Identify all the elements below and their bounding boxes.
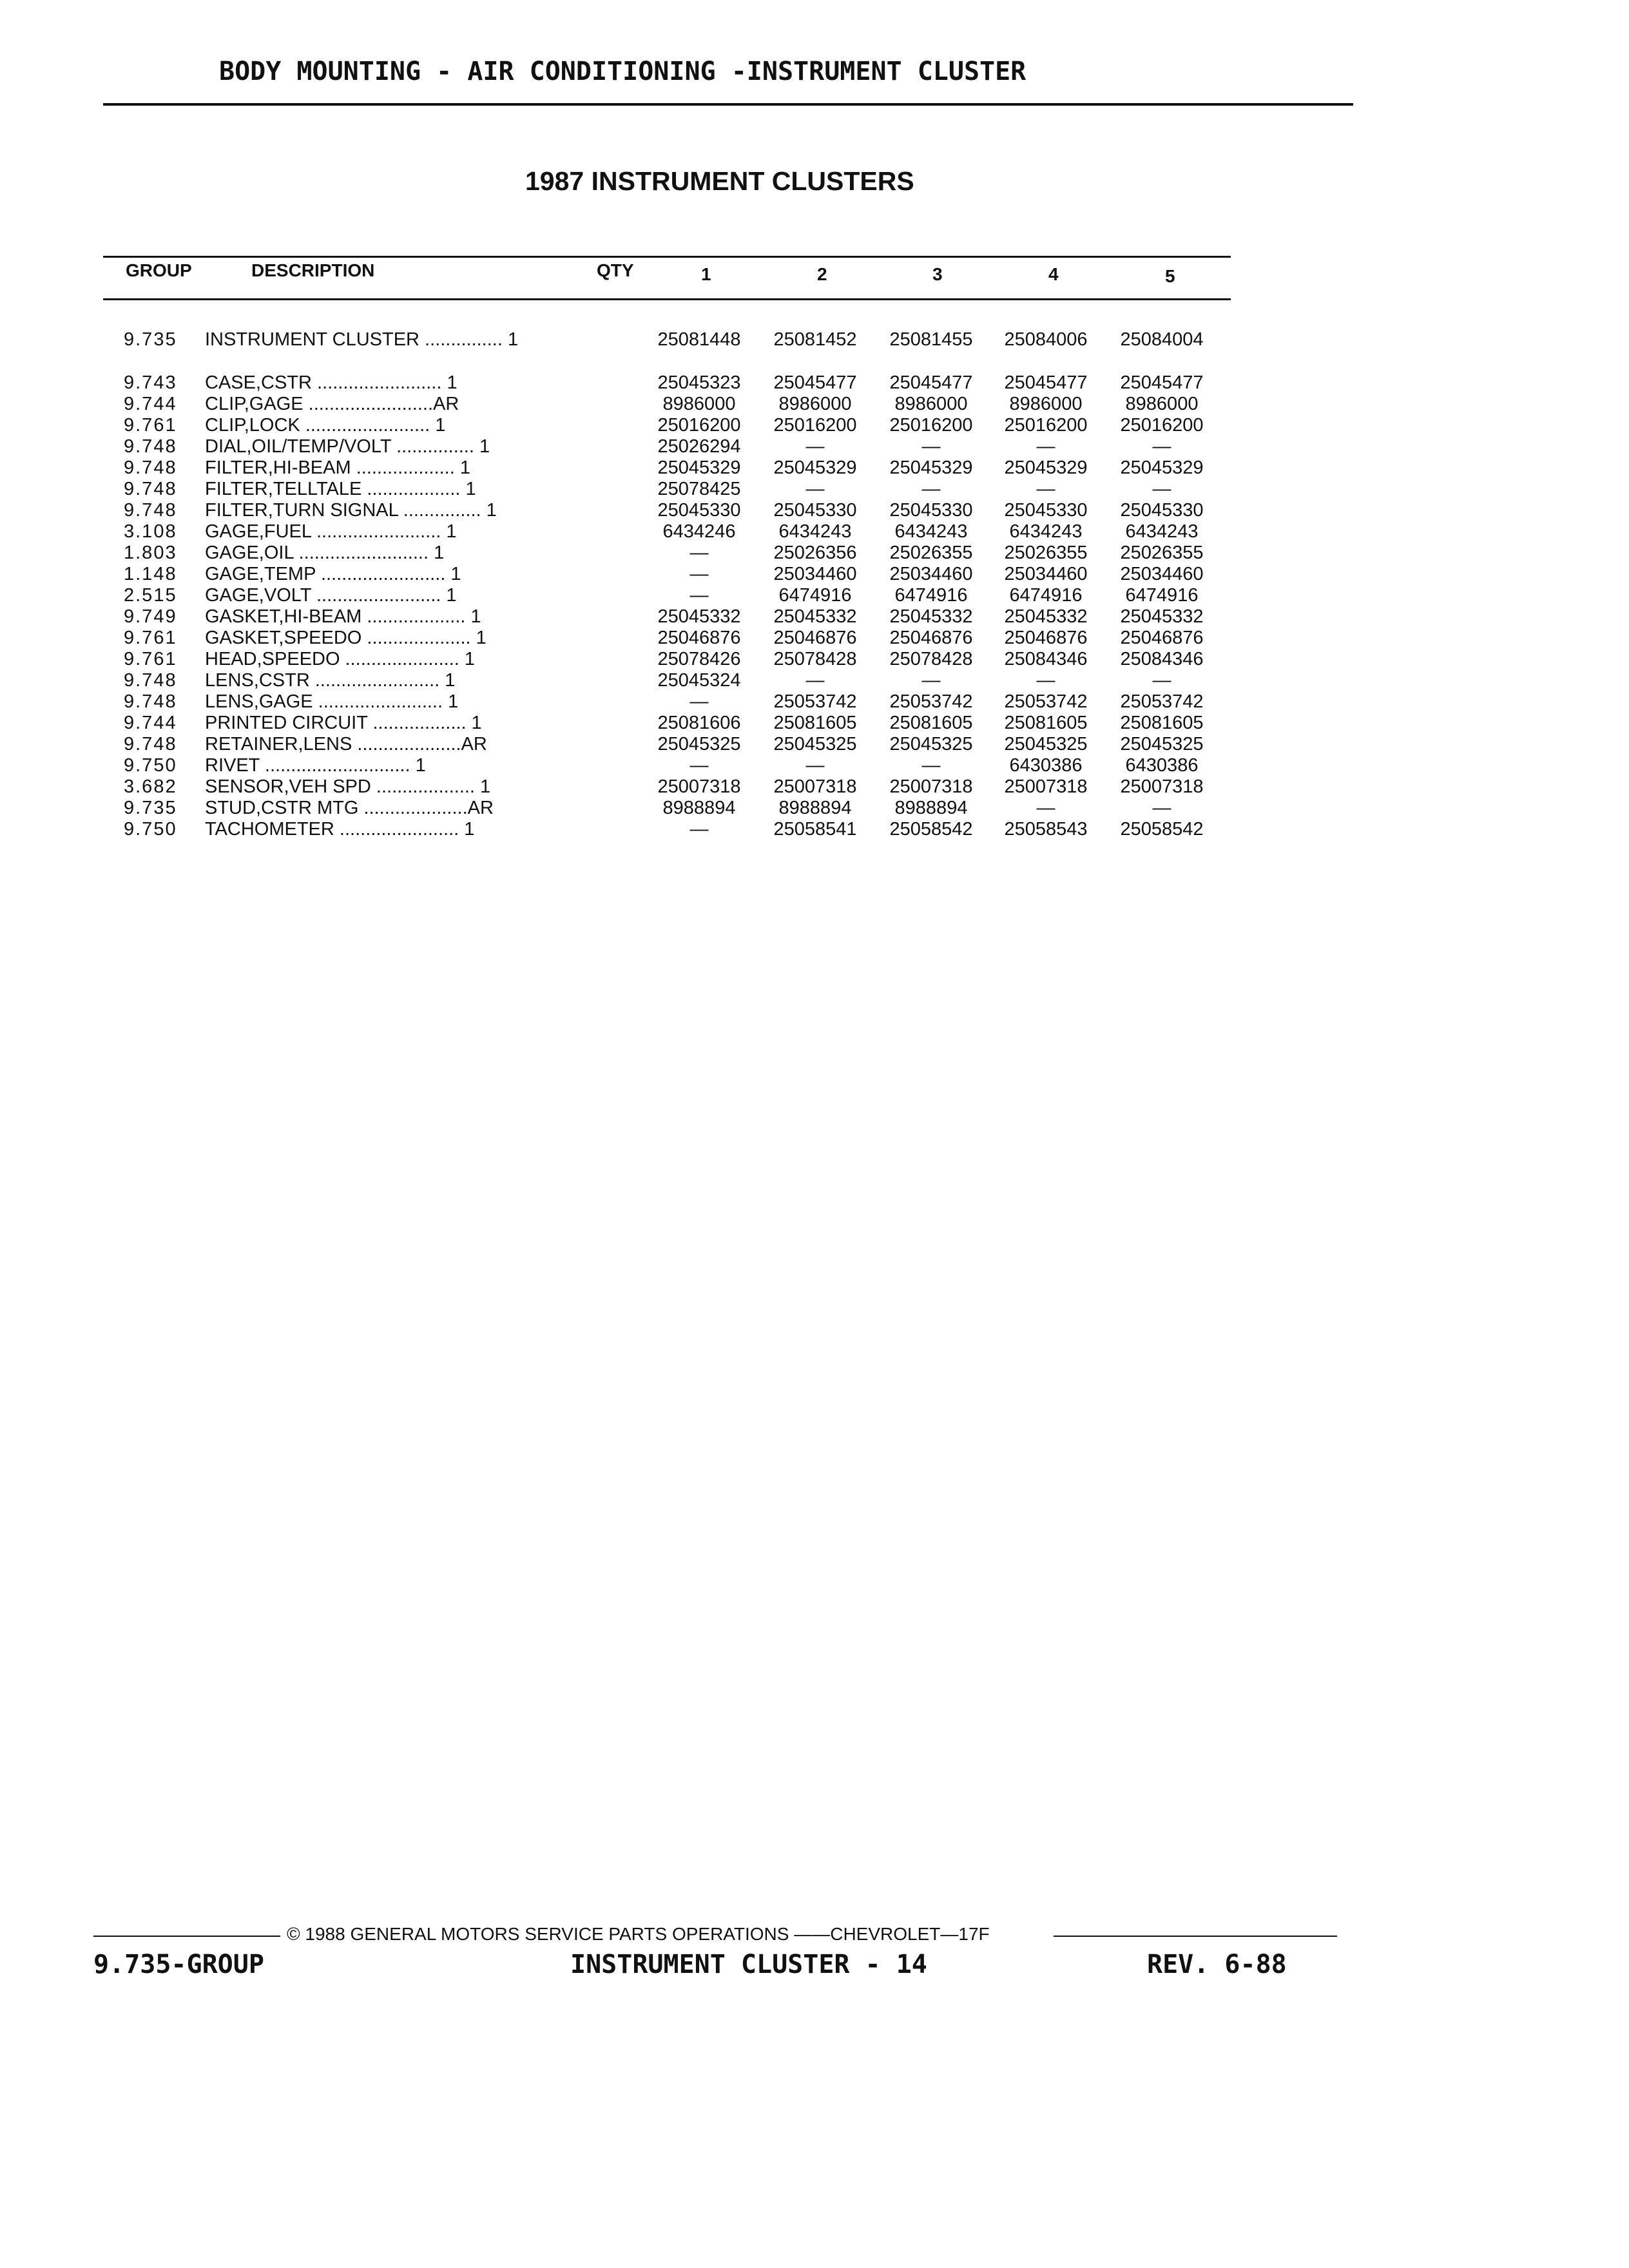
group-cell: 3.108 bbox=[124, 521, 177, 542]
part-number-col-1: — bbox=[689, 819, 709, 840]
part-number-col-5: — bbox=[1152, 436, 1171, 457]
description-cell: GAGE,OIL ......................... 1 bbox=[205, 543, 445, 563]
part-number-col-2: — bbox=[805, 755, 825, 776]
column-header-group: GROUP bbox=[126, 260, 192, 280]
part-number-col-3: 8988894 bbox=[894, 798, 968, 818]
description-cell: CASE,CSTR ........................ 1 bbox=[205, 372, 458, 393]
group-cell: 9.735 bbox=[124, 329, 177, 350]
part-number-col-5: 25026355 bbox=[1120, 543, 1204, 563]
table-row bbox=[0, 457, 1629, 479]
part-number-col-3: — bbox=[921, 755, 941, 776]
part-number-col-5: 25084346 bbox=[1120, 649, 1204, 669]
description-cell: GAGE,VOLT ........................ 1 bbox=[205, 585, 457, 606]
description-cell: GAGE,FUEL ........................ 1 bbox=[205, 521, 457, 542]
part-number-col-3: 8986000 bbox=[894, 394, 968, 414]
part-number-col-1: 25045332 bbox=[657, 606, 741, 627]
part-number-col-4: 6434243 bbox=[1009, 521, 1083, 542]
table-row bbox=[0, 606, 1629, 628]
part-number-col-5: 25045477 bbox=[1120, 372, 1204, 393]
group-cell: 9.744 bbox=[124, 394, 177, 414]
description-cell: TACHOMETER ....................... 1 bbox=[205, 819, 475, 840]
group-cell: 9.735 bbox=[124, 798, 177, 818]
table-row bbox=[0, 648, 1629, 670]
part-number-col-4: 6474916 bbox=[1009, 585, 1083, 606]
table-top-rule bbox=[103, 256, 1231, 258]
part-number-col-4: 25046876 bbox=[1004, 628, 1088, 648]
part-number-col-2: 25046876 bbox=[773, 628, 857, 648]
table-row bbox=[0, 627, 1629, 649]
part-number-col-4: 25045477 bbox=[1004, 372, 1088, 393]
description-cell: LENS,GAGE ........................ 1 bbox=[205, 691, 459, 712]
part-number-col-3: 6474916 bbox=[894, 585, 968, 606]
column-header-2: 2 bbox=[817, 264, 827, 284]
group-cell: 9.748 bbox=[124, 457, 177, 478]
footer-group-label: 9.735-GROUP bbox=[93, 1950, 264, 1979]
part-number-col-3: — bbox=[921, 670, 941, 691]
part-number-col-5: 8986000 bbox=[1125, 394, 1199, 414]
part-number-col-4: 25045329 bbox=[1004, 457, 1088, 478]
part-number-col-1: 25081606 bbox=[657, 713, 741, 733]
table-row bbox=[0, 521, 1629, 543]
group-cell: 9.748 bbox=[124, 479, 177, 499]
part-number-col-4: 25007318 bbox=[1004, 776, 1088, 797]
column-header-5: 5 bbox=[1165, 266, 1175, 286]
part-number-col-2: — bbox=[805, 436, 825, 457]
part-number-col-4: 25034460 bbox=[1004, 564, 1088, 584]
part-number-col-3: — bbox=[921, 479, 941, 499]
part-number-col-2: 25026356 bbox=[773, 543, 857, 563]
part-number-col-4: — bbox=[1036, 798, 1055, 818]
part-number-col-2: 25058541 bbox=[773, 819, 857, 840]
part-number-col-4: — bbox=[1036, 436, 1055, 457]
part-number-col-3: 25045332 bbox=[889, 606, 973, 627]
part-number-col-3: 25045329 bbox=[889, 457, 973, 478]
part-number-col-2: — bbox=[805, 479, 825, 499]
description-cell: FILTER,TURN SIGNAL ............... 1 bbox=[205, 500, 497, 521]
footer-copyright-line: © 1988 GENERAL MOTORS SERVICE PARTS OPERATIONS ——CHEVROLET—17F bbox=[287, 1924, 990, 1944]
part-number-col-3: 25053742 bbox=[889, 691, 973, 712]
part-number-col-5: 25058542 bbox=[1120, 819, 1204, 840]
part-number-col-3: 25016200 bbox=[889, 415, 973, 436]
part-number-col-2: 25045332 bbox=[773, 606, 857, 627]
table-row bbox=[0, 669, 1629, 691]
part-number-col-4: 25045330 bbox=[1004, 500, 1088, 521]
part-number-col-1: 25078426 bbox=[657, 649, 741, 669]
description-cell: HEAD,SPEEDO ...................... 1 bbox=[205, 649, 475, 669]
group-cell: 9.748 bbox=[124, 436, 177, 457]
part-number-col-3: 25026355 bbox=[889, 543, 973, 563]
table-row bbox=[0, 372, 1629, 394]
table-row bbox=[0, 499, 1629, 521]
part-number-col-4: 8986000 bbox=[1009, 394, 1083, 414]
part-number-col-1: 25045325 bbox=[657, 734, 741, 754]
group-cell: 2.515 bbox=[124, 585, 177, 606]
part-number-col-1: 25045329 bbox=[657, 457, 741, 478]
table-row bbox=[0, 754, 1629, 776]
group-cell: 9.749 bbox=[124, 606, 177, 627]
part-number-col-3: 6434243 bbox=[894, 521, 968, 542]
column-header-description: DESCRIPTION bbox=[251, 260, 375, 280]
part-number-col-2: 8986000 bbox=[778, 394, 852, 414]
group-cell: 9.748 bbox=[124, 691, 177, 712]
part-number-col-2: 25053742 bbox=[773, 691, 857, 712]
part-number-col-4: 6430386 bbox=[1009, 755, 1083, 776]
description-cell: GASKET,HI-BEAM ................... 1 bbox=[205, 606, 481, 627]
group-cell: 3.682 bbox=[124, 776, 177, 797]
description-cell: CLIP,LOCK ........................ 1 bbox=[205, 415, 446, 436]
description-cell: SENSOR,VEH SPD ................... 1 bbox=[205, 776, 491, 797]
page-header-title: BODY MOUNTING - AIR CONDITIONING -INSTRUMENT CLUSTER bbox=[219, 57, 1027, 86]
footer-page-title: INSTRUMENT CLUSTER - 14 bbox=[570, 1950, 927, 1979]
part-number-col-2: 6434243 bbox=[778, 521, 852, 542]
description-cell: PRINTED CIRCUIT .................. 1 bbox=[205, 713, 482, 733]
part-number-col-4: 25026355 bbox=[1004, 543, 1088, 563]
part-number-col-5: 25045325 bbox=[1120, 734, 1204, 754]
part-number-col-1: 25045323 bbox=[657, 372, 741, 393]
table-row bbox=[0, 584, 1629, 606]
part-number-col-3: 25034460 bbox=[889, 564, 973, 584]
part-number-col-3: 25078428 bbox=[889, 649, 973, 669]
part-number-col-5: 6430386 bbox=[1125, 755, 1199, 776]
part-number-col-5: 25084004 bbox=[1120, 329, 1204, 350]
description-cell: FILTER,HI-BEAM ................... 1 bbox=[205, 457, 470, 478]
part-number-col-2: 25045330 bbox=[773, 500, 857, 521]
part-number-col-5: 6434243 bbox=[1125, 521, 1199, 542]
table-row bbox=[0, 563, 1629, 585]
group-cell: 9.748 bbox=[124, 670, 177, 691]
table-row bbox=[0, 691, 1629, 713]
part-number-col-5: 25081605 bbox=[1120, 713, 1204, 733]
group-cell: 9.750 bbox=[124, 819, 177, 840]
part-number-col-2: — bbox=[805, 670, 825, 691]
description-cell: LENS,CSTR ........................ 1 bbox=[205, 670, 456, 691]
part-number-col-4: 25045332 bbox=[1004, 606, 1088, 627]
section-title: 1987 INSTRUMENT CLUSTERS bbox=[525, 166, 914, 196]
part-number-col-2: 8988894 bbox=[778, 798, 852, 818]
part-number-col-1: 25007318 bbox=[657, 776, 741, 797]
description-cell: STUD,CSTR MTG ....................AR bbox=[205, 798, 494, 818]
description-cell: INSTRUMENT CLUSTER ............... 1 bbox=[205, 329, 519, 350]
part-number-col-3: 25046876 bbox=[889, 628, 973, 648]
part-number-col-2: 25045477 bbox=[773, 372, 857, 393]
table-row bbox=[0, 818, 1629, 840]
part-number-col-2: 25045329 bbox=[773, 457, 857, 478]
part-number-col-1: — bbox=[689, 564, 709, 584]
part-number-col-3: 25007318 bbox=[889, 776, 973, 797]
table-row bbox=[0, 712, 1629, 734]
part-number-col-2: 25081452 bbox=[773, 329, 857, 350]
part-number-col-4: 25084006 bbox=[1004, 329, 1088, 350]
table-row bbox=[0, 414, 1629, 436]
description-cell: GASKET,SPEEDO .................... 1 bbox=[205, 628, 487, 648]
table-header-bottom-rule bbox=[103, 298, 1231, 300]
table-row bbox=[0, 776, 1629, 798]
part-number-col-3: 25081455 bbox=[889, 329, 973, 350]
part-number-col-5: 25046876 bbox=[1120, 628, 1204, 648]
part-number-col-1: 8988894 bbox=[662, 798, 736, 818]
part-number-col-4: — bbox=[1036, 479, 1055, 499]
description-cell: CLIP,GAGE ........................AR bbox=[205, 394, 459, 414]
part-number-col-2: 25016200 bbox=[773, 415, 857, 436]
group-cell: 9.761 bbox=[124, 649, 177, 669]
part-number-col-4: 25045325 bbox=[1004, 734, 1088, 754]
part-number-col-1: 8986000 bbox=[662, 394, 736, 414]
table-row bbox=[0, 393, 1629, 415]
part-number-col-1: 25026294 bbox=[657, 436, 741, 457]
part-number-col-5: 25007318 bbox=[1120, 776, 1204, 797]
part-number-col-1: 25046876 bbox=[657, 628, 741, 648]
description-cell: RIVET ............................ 1 bbox=[205, 755, 426, 776]
part-number-col-5: 25045329 bbox=[1120, 457, 1204, 478]
table-row bbox=[0, 733, 1629, 755]
part-number-col-1: — bbox=[689, 755, 709, 776]
part-number-col-2: 25034460 bbox=[773, 564, 857, 584]
part-number-col-1: — bbox=[689, 691, 709, 712]
part-number-col-3: 25045330 bbox=[889, 500, 973, 521]
part-number-col-4: 25058543 bbox=[1004, 819, 1088, 840]
part-number-col-1: 25016200 bbox=[657, 415, 741, 436]
part-number-col-1: — bbox=[689, 543, 709, 563]
part-number-col-5: 25045330 bbox=[1120, 500, 1204, 521]
group-cell: 9.761 bbox=[124, 415, 177, 436]
footer-revision: REV. 6-88 bbox=[1147, 1950, 1287, 1979]
part-number-col-1: 25078425 bbox=[657, 479, 741, 499]
description-cell: FILTER,TELLTALE .................. 1 bbox=[205, 479, 476, 499]
part-number-col-1: 6434246 bbox=[662, 521, 736, 542]
part-number-col-4: 25084346 bbox=[1004, 649, 1088, 669]
group-cell: 9.750 bbox=[124, 755, 177, 776]
part-number-col-5: — bbox=[1152, 479, 1171, 499]
part-number-col-3: 25058542 bbox=[889, 819, 973, 840]
table-row bbox=[0, 329, 1629, 351]
description-cell: DIAL,OIL/TEMP/VOLT ............... 1 bbox=[205, 436, 490, 457]
group-cell: 1.148 bbox=[124, 564, 177, 584]
part-number-col-5: — bbox=[1152, 670, 1171, 691]
part-number-col-2: 25007318 bbox=[773, 776, 857, 797]
column-header-3: 3 bbox=[932, 264, 943, 284]
part-number-col-3: 25045477 bbox=[889, 372, 973, 393]
part-number-col-3: 25045325 bbox=[889, 734, 973, 754]
column-header-4: 4 bbox=[1048, 264, 1059, 284]
column-header-qty: QTY bbox=[597, 260, 634, 280]
part-number-col-1: 25045324 bbox=[657, 670, 741, 691]
group-cell: 9.743 bbox=[124, 372, 177, 393]
footer-rule-right bbox=[1054, 1936, 1337, 1937]
footer-rule-left bbox=[93, 1936, 280, 1937]
header-rule bbox=[103, 103, 1353, 106]
part-number-col-5: 25053742 bbox=[1120, 691, 1204, 712]
part-number-col-5: — bbox=[1152, 798, 1171, 818]
part-number-col-2: 25078428 bbox=[773, 649, 857, 669]
part-number-col-1: 25045330 bbox=[657, 500, 741, 521]
part-number-col-5: 25045332 bbox=[1120, 606, 1204, 627]
part-number-col-1: 25081448 bbox=[657, 329, 741, 350]
part-number-col-5: 6474916 bbox=[1125, 585, 1199, 606]
description-cell: RETAINER,LENS ....................AR bbox=[205, 734, 487, 754]
part-number-col-2: 6474916 bbox=[778, 585, 852, 606]
table-row bbox=[0, 436, 1629, 457]
table-row bbox=[0, 797, 1629, 819]
table-row bbox=[0, 478, 1629, 500]
group-cell: 9.744 bbox=[124, 713, 177, 733]
group-cell: 9.761 bbox=[124, 628, 177, 648]
part-number-col-2: 25045325 bbox=[773, 734, 857, 754]
part-number-col-4: — bbox=[1036, 670, 1055, 691]
table-row bbox=[0, 542, 1629, 564]
part-number-col-2: 25081605 bbox=[773, 713, 857, 733]
group-cell: 9.748 bbox=[124, 734, 177, 754]
group-cell: 9.748 bbox=[124, 500, 177, 521]
part-number-col-4: 25053742 bbox=[1004, 691, 1088, 712]
part-number-col-1: — bbox=[689, 585, 709, 606]
group-cell: 1.803 bbox=[124, 543, 177, 563]
part-number-col-3: — bbox=[921, 436, 941, 457]
part-number-col-4: 25081605 bbox=[1004, 713, 1088, 733]
part-number-col-5: 25034460 bbox=[1120, 564, 1204, 584]
column-header-1: 1 bbox=[701, 264, 711, 284]
part-number-col-3: 25081605 bbox=[889, 713, 973, 733]
part-number-col-4: 25016200 bbox=[1004, 415, 1088, 436]
description-cell: GAGE,TEMP ........................ 1 bbox=[205, 564, 461, 584]
part-number-col-5: 25016200 bbox=[1120, 415, 1204, 436]
